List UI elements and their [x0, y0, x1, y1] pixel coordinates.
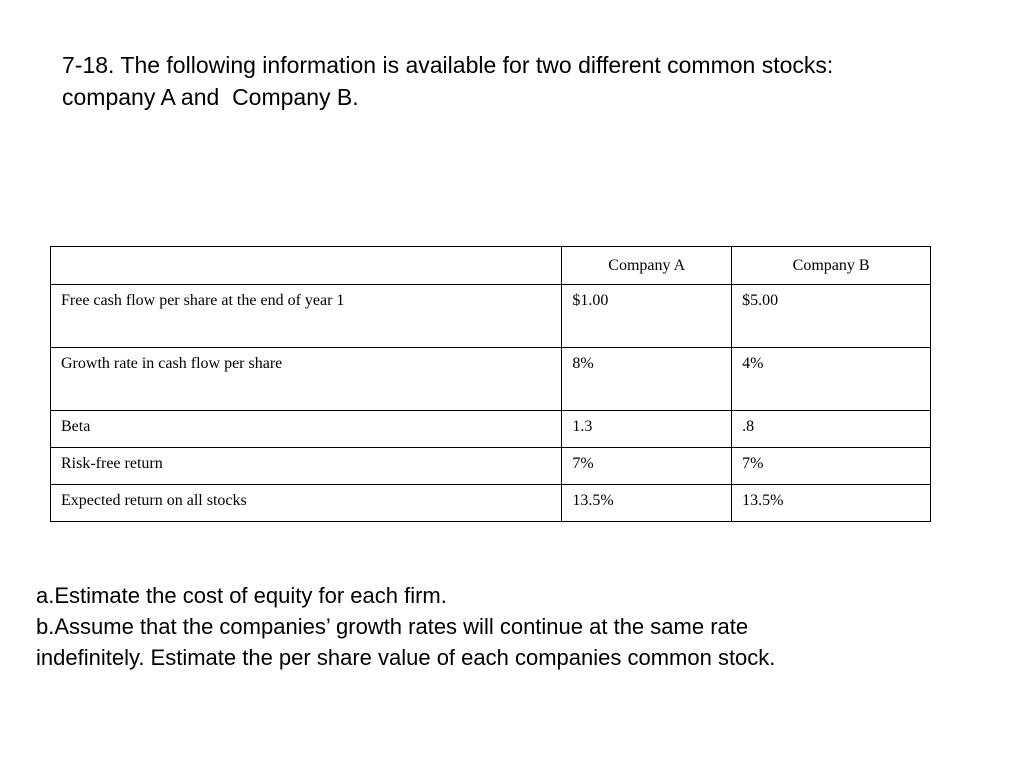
cell-company-b-expected-return: 13.5%: [732, 485, 931, 522]
cell-company-a-beta: 1.3: [562, 411, 732, 448]
cell-company-a-expected-return: 13.5%: [562, 485, 732, 522]
header-cell-blank: [51, 247, 562, 285]
table-row: [51, 411, 931, 448]
header-cell-company-b: Company B: [732, 247, 931, 285]
cell-company-b-growth-rate: 4%: [732, 348, 931, 411]
cell-company-b-beta: .8: [732, 411, 931, 448]
problem-title-line-2: company A and Company B.: [62, 84, 359, 110]
question-b-line-2: indefinitely. Estimate the per share value of each companies common stock.: [36, 645, 776, 670]
cell-company-b-risk-free-return: 7%: [732, 448, 931, 485]
cell-company-b-free-cash-flow: $5.00: [732, 285, 931, 348]
cell-company-a-free-cash-flow: $1.00: [562, 285, 732, 348]
table-row: [51, 448, 931, 485]
row-label-growth-rate: Growth rate in cash flow per share: [51, 348, 562, 411]
questions-block: [36, 580, 996, 673]
question-a: a.Estimate the cost of equity for each firm.: [36, 583, 447, 608]
row-label-risk-free-return: Risk-free return: [51, 448, 562, 485]
row-label-free-cash-flow: Free cash flow per share at the end of year 1: [51, 285, 562, 348]
problem-title: [62, 49, 962, 113]
header-cell-company-a: Company A: [562, 247, 732, 285]
row-label-expected-return: Expected return on all stocks: [51, 485, 562, 522]
row-label-beta: Beta: [51, 411, 562, 448]
table-row: [51, 285, 931, 348]
stock-data-table: [50, 246, 931, 522]
problem-title-line-1: 7-18. The following information is available for two different common stocks:: [62, 52, 834, 78]
table-header-row: [51, 247, 931, 285]
question-b-line-1: b.Assume that the companies’ growth rates will continue at the same rate: [36, 614, 749, 639]
cell-company-a-growth-rate: 8%: [562, 348, 732, 411]
table-row: [51, 348, 931, 411]
table-row: [51, 485, 931, 522]
cell-company-a-risk-free-return: 7%: [562, 448, 732, 485]
